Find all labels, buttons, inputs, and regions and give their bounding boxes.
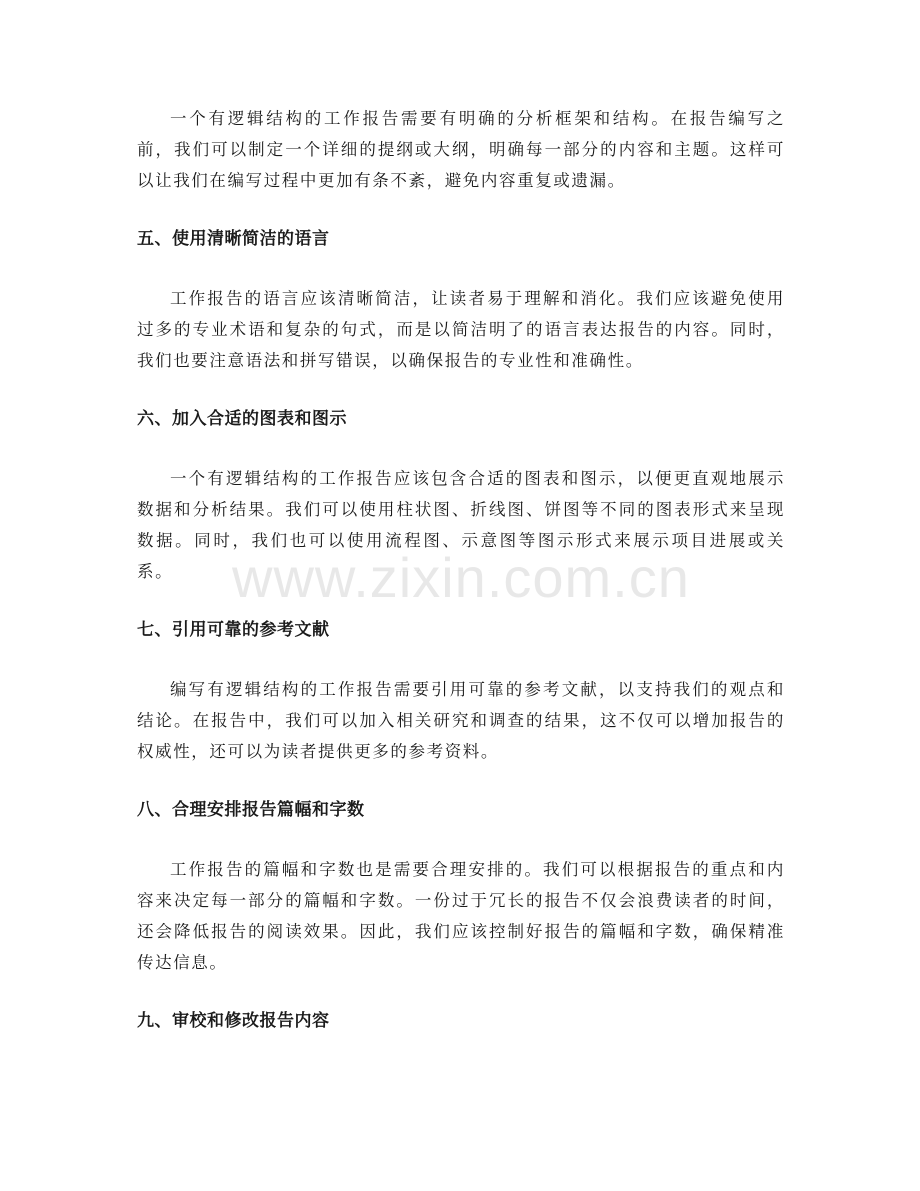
watermark: www.zixin.com.cn (232, 546, 690, 609)
section-heading-8: 八、合理安排报告篇幅和字数 (137, 800, 365, 820)
document-body (137, 103, 785, 1065)
section-paragraph-5: 工作报告的语言应该清晰简洁，让读者易于理解和消化。我们应该避免使用过多的专业术语和复杂的句式，而是以简洁明了的语言表达报告的内容。同时，我们也要注意语法和拼写错误，以确保报告的专业性和准确性。 (137, 289, 785, 370)
section-heading-6: 六、加入合适的图表和图示 (137, 409, 347, 429)
section-paragraph-6: 一个有逻辑结构的工作报告应该包含合适的图表和图示，以便更直观地展示数据和分析结果。我们可以使用柱状图、折线图、饼图等不同的图表形式来呈现数据。同时，我们也可以使用流程图、示意图等图示形式来展示项目进展或关系。 (137, 469, 785, 581)
intro-paragraph: 一个有逻辑结构的工作报告需要有明确的分析框架和结构。在报告编写之前，我们可以制定一个详细的提纲或大纲，明确每一部分的内容和主题。这样可以让我们在编写过程中更加有条不紊，避免内容重复或遗漏。 (137, 109, 785, 190)
section-paragraph-7: 编写有逻辑结构的工作报告需要引用可靠的参考文献，以支持我们的观点和结论。在报告中，我们可以加入相关研究和调查的结果，这不仅可以增加报告的权威性，还可以为读者提供更多的参考资料。 (137, 680, 785, 761)
section-heading-7: 七、引用可靠的参考文献 (137, 620, 330, 640)
section-heading-5: 五、使用清晰简洁的语言 (137, 229, 330, 249)
section-paragraph-8: 工作报告的篇幅和字数也是需要合理安排的。我们可以根据报告的重点和内容来决定每一部分的篇幅和字数。一份过于冗长的报告不仅会浪费读者的时间，还会降低报告的阅读效果。因此，我们应该控制好报告的篇幅和字数，确保精准传达信息。 (137, 860, 785, 972)
section-heading-9: 九、审校和修改报告内容 (137, 1011, 330, 1031)
